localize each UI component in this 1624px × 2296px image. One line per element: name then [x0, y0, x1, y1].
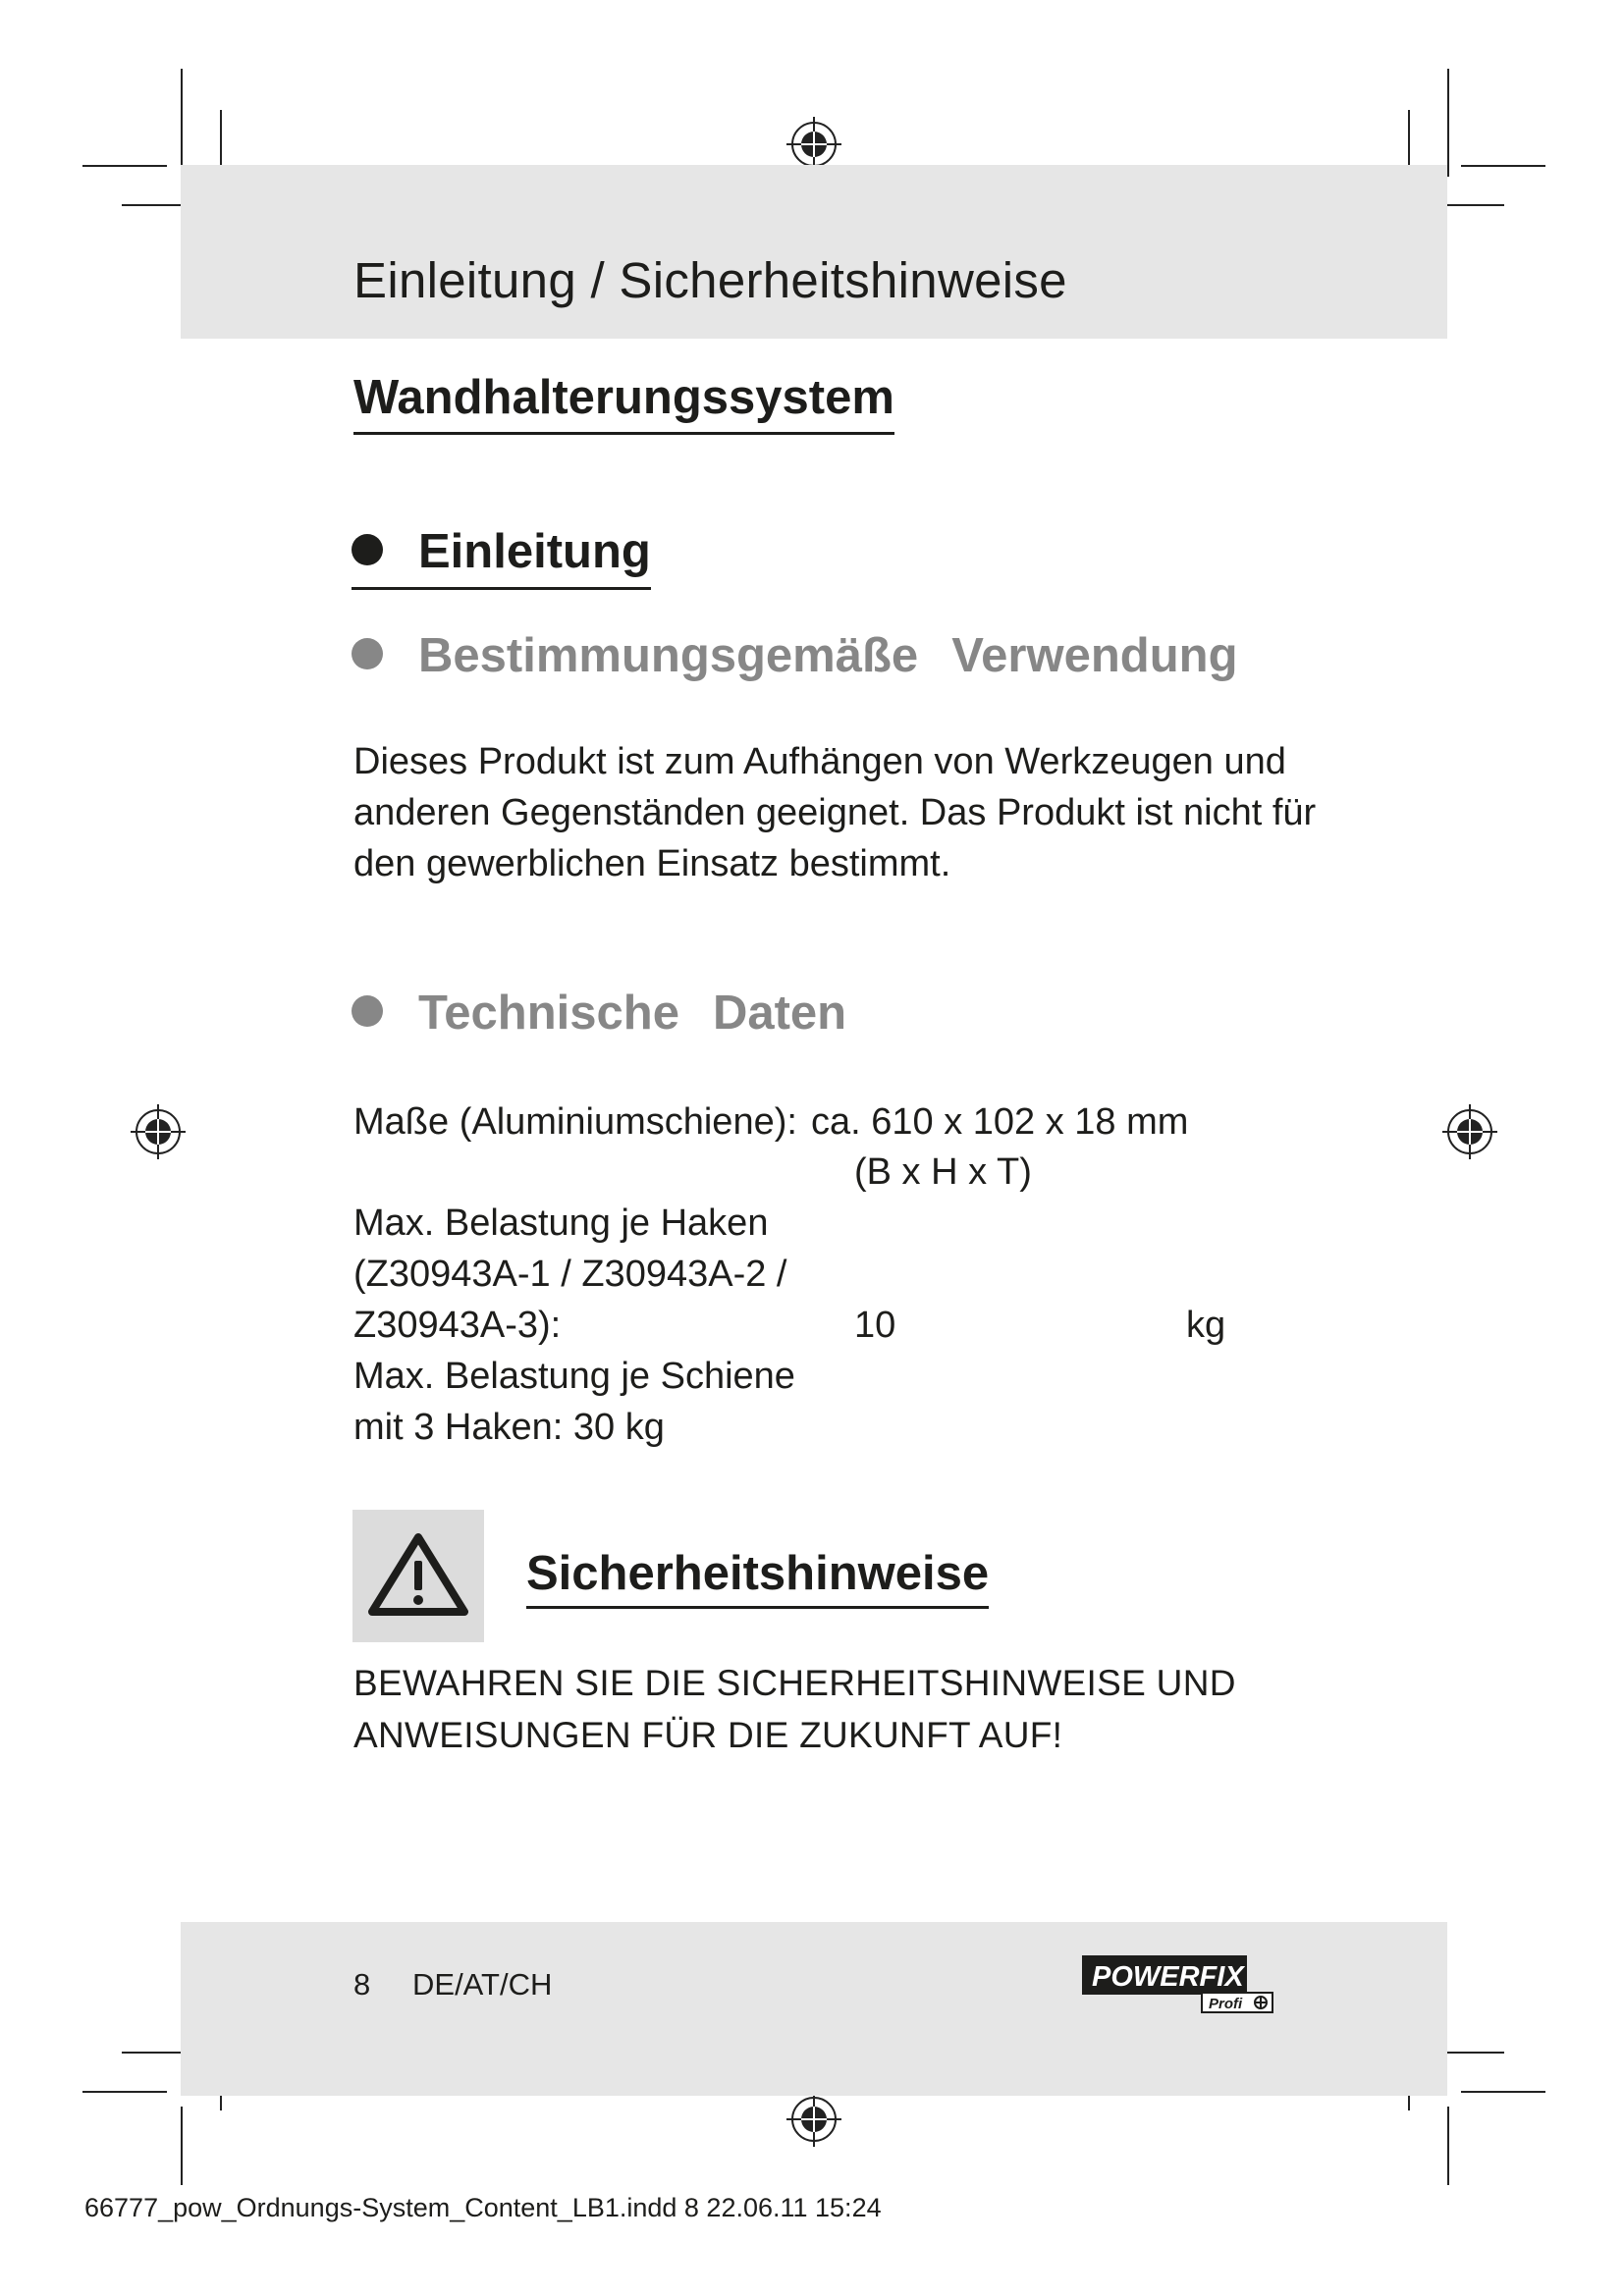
- dimensions-note: (B x H x T): [854, 1151, 1032, 1193]
- registration-mark-icon: [786, 2092, 841, 2147]
- rail-load-label: Max. Belastung je Schiene: [353, 1356, 795, 1397]
- paragraph-line: den gewerblichen Einsatz bestimmt.: [353, 843, 951, 884]
- hook-load-models: Z30943A-3):: [353, 1305, 562, 1346]
- hook-load-unit: kg: [1186, 1305, 1226, 1346]
- section-heading-word1: Technische: [418, 987, 679, 1040]
- registration-mark-icon: [1442, 1104, 1497, 1159]
- intro-paragraph: [353, 736, 1335, 889]
- safety-notice-line: ANWEISUNGEN FÜR DIE ZUKUNFT AUF!: [353, 1715, 1063, 1755]
- section-heading-technische-daten: [352, 980, 846, 1046]
- page-number: 8: [353, 1967, 371, 2002]
- bullet-icon: [352, 534, 383, 565]
- hook-load-value: 10: [854, 1305, 896, 1346]
- bullet-icon: [352, 638, 383, 669]
- page-title: Einleitung / Sicherheitshinweise: [353, 252, 1067, 308]
- print-slug: 66777_pow_Ordnungs-System_Content_LB1.indd 8 22.06.11 15:24: [84, 2193, 882, 2222]
- safety-notice: [353, 1657, 1236, 1761]
- safety-heading: Sicherheitshinweise: [526, 1543, 989, 1609]
- warning-triangle-icon: [352, 1510, 484, 1642]
- dimensions-label: Maße (Aluminiumschiene):: [353, 1101, 797, 1143]
- document-title: Wandhalterungssystem: [353, 367, 894, 435]
- section-heading-word2: Daten: [712, 987, 847, 1040]
- region-label: DE/AT/CH: [412, 1967, 553, 2002]
- section-heading-text: Einleitung: [418, 525, 651, 578]
- hook-load-models: (Z30943A-1 / Z30943A-2 /: [353, 1254, 787, 1295]
- warning-box: [352, 1510, 484, 1642]
- safety-notice-line: BEWAHREN SIE DIE SICHERHEITSHINWEISE UND: [353, 1663, 1236, 1703]
- bullet-icon: [352, 995, 383, 1027]
- section-heading-bestimmung: [352, 622, 1238, 689]
- brand-name: POWERFIX: [1092, 1961, 1244, 1993]
- powerfix-logo: [1080, 1953, 1276, 2018]
- dimensions-value: ca. 610 x 102 x 18 mm: [811, 1101, 1189, 1143]
- section-heading-word1: Bestimmungsgemäße: [418, 629, 919, 682]
- paragraph-line: anderen Gegenständen geeignet. Das Produkt ist nicht für: [353, 792, 1317, 833]
- registration-mark-icon: [131, 1104, 186, 1159]
- rail-load-value: mit 3 Haken: 30 kg: [353, 1407, 665, 1448]
- registration-mark-icon: [786, 117, 841, 172]
- section-heading-einleitung: [352, 518, 651, 590]
- brand-sub: Profi: [1209, 1996, 1243, 2012]
- paragraph-line: Dieses Produkt ist zum Aufhängen von Werkzeugen und: [353, 741, 1286, 782]
- hook-load-label: Max. Belastung je Haken: [353, 1202, 769, 1244]
- section-heading-word2: Verwendung: [951, 629, 1238, 682]
